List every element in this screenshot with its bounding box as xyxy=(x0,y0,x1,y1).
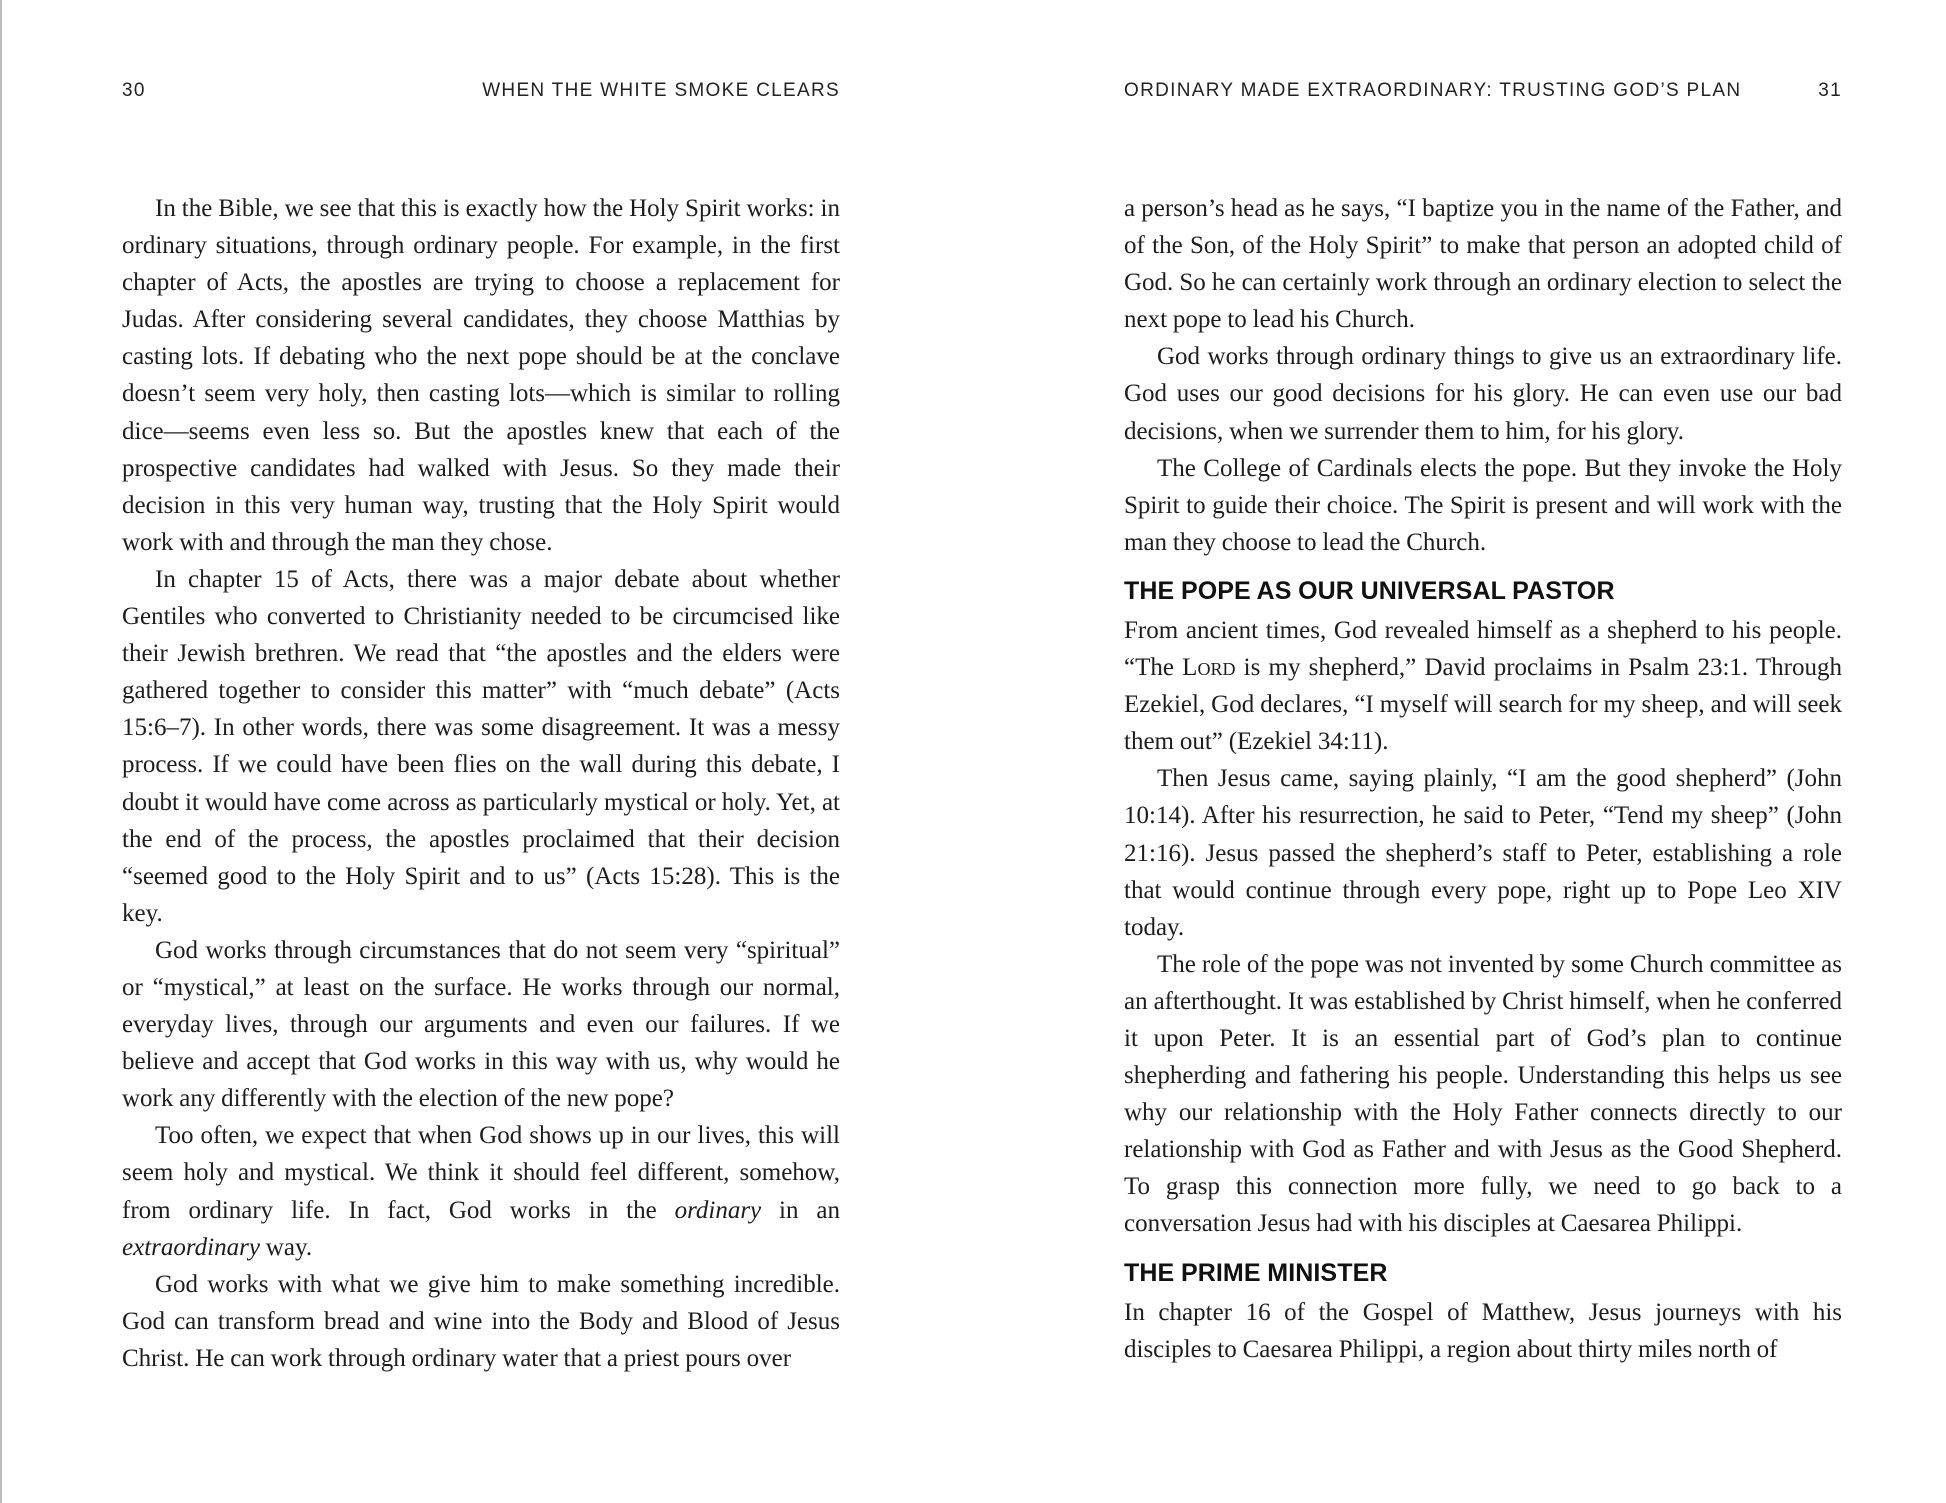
paragraph xyxy=(1124,612,1842,760)
paragraph: In chapter 16 of the Gospel of Matthew, Jesus journeys with his disciples to Caesarea Philippi, a region about thirty miles north of xyxy=(1124,1298,1842,1363)
body-text xyxy=(122,190,840,1377)
paragraph: God works with what we give him to make something incredible. God can transform bread and wine into the Body and Blood of Jesus Christ. He can work through ordinary water that a priest pours over xyxy=(122,1270,840,1372)
paragraph: a person’s head as he says, “I baptize you in the name of the Father, and of the Son, of the Holy Spirit” to make that person an adopted child of God. So he can certainly work through an ordinary election to select the next pope to lead his Church. xyxy=(1124,195,1842,334)
paragraph: The College of Cardinals elects the pope. But they invoke the Holy Spirit to guide their choice. The Spirit is present and will work with the man they choose to lead the Church. xyxy=(1124,454,1842,556)
section-heading: THE PRIME MINISTER xyxy=(1124,1258,1388,1287)
body-text xyxy=(1124,190,1842,1368)
paragraph: God works through ordinary things to give us an extraordinary life. God uses our good decisions for his glory. He can even use our bad decisions, when we surrender them to him, for his glory. xyxy=(1124,343,1842,445)
page-number: 30 xyxy=(122,80,146,101)
running-title: ORDINARY MADE EXTRAORDINARY: TRUSTING GOD’S PLAN xyxy=(1124,80,1742,101)
paragraph: God works through circumstances that do not seem very “spiritual” or “mystical,” at least on the surface. He works through our normal, everyday lives, through our arguments and even our failures. If we believe and accept that God works in this way with us, why would he work any differently with the election of the new pope? xyxy=(122,936,840,1113)
text-run: in an xyxy=(761,1196,840,1224)
paragraph: In the Bible, we see that this is exactly how the Holy Spirit works: in ordinary situations, through ordinary people. For example, in the first chapter of Acts, the apostles are trying to choose a replacement for Judas. After considering several candidates, they choose Matthias by casting lots. If debating who the next pope should be at the conclave doesn’t seem very holy, then casting lots—which is similar to rolling dice—seems even less so. But the apostles knew that each of the prospective candidates had walked with Jesus. So they made their decision in this very human way, trusting that the Holy Spirit would work with and through the man they chose. xyxy=(122,195,840,556)
paragraph xyxy=(122,1117,840,1265)
paragraph: The role of the pope was not invented by some Church committee as an afterthought. It was established by Christ himself, when he conferred it upon Peter. It is an essential part of God’s plan to continue shepherding and fathering his people. Understanding this helps us see why our relationship with the Holy Father connects directly to our relationship with God as Father and with Jesus as the Good Shepherd. To grasp this connection more fully, we need to go back to a conversation Jesus had with his disciples at Caesarea Philippi. xyxy=(1124,950,1842,1238)
running-head xyxy=(1124,80,1842,104)
emphasis: ordinary xyxy=(674,1196,762,1224)
page-number: 31 xyxy=(1818,80,1842,101)
paragraph: In chapter 15 of Acts, there was a major debate about whether Gentiles who converted to Christianity needed to be circumcised like their Jewish brethren. We read that “the apostles and the elders were gathered together to consider this matter” with “much debate” (Acts 15:6–7). In other words, there was some disagreement. It was a messy process. If we could have been flies on the wall during this debate, I doubt it would have come across as particularly mystical or holy. Yet, at the end of the process, the apostles proclaimed that their decision “seemed good to the Holy Spirit and to us” (Acts 15:28). This is the key. xyxy=(122,565,840,927)
section-heading: THE POPE AS OUR UNIVERSAL PASTOR xyxy=(1124,576,1615,605)
paragraph: Then Jesus came, saying plainly, “I am the good shepherd” (John 10:14). After his resurrection, he said to Peter, “Tend my sheep” (John 21:16). Jesus passed the shepherd’s staff to Peter, establishing a role that would continue through every pope, right up to Pope Leo XIV today. xyxy=(1124,765,1842,941)
running-title: WHEN THE WHITE SMOKE CLEARS xyxy=(482,80,840,101)
text-run: way. xyxy=(259,1233,313,1261)
text-run: is my shepherd,” David proclaims in Psalm 23:1. Through Ezekiel, God declares, “I myself will search for my sheep, and will seek them out” (Ezekiel 34:11). xyxy=(1124,654,1842,756)
text-run: From ancient times, God revealed himself as a shepherd to his people. “The xyxy=(1124,616,1842,682)
emphasis: extraordinary xyxy=(122,1233,260,1261)
binding-edge xyxy=(0,0,2,1503)
small-caps: Lord xyxy=(1182,654,1236,682)
text-run: Too often, we expect that when God shows up in our lives, this will seem holy and mystical. We think it should feel different, somehow, from ordinary life. In fact, God works in the xyxy=(122,1122,840,1224)
running-head xyxy=(122,80,840,104)
left-page xyxy=(122,0,840,1503)
right-page xyxy=(1124,0,1842,1503)
